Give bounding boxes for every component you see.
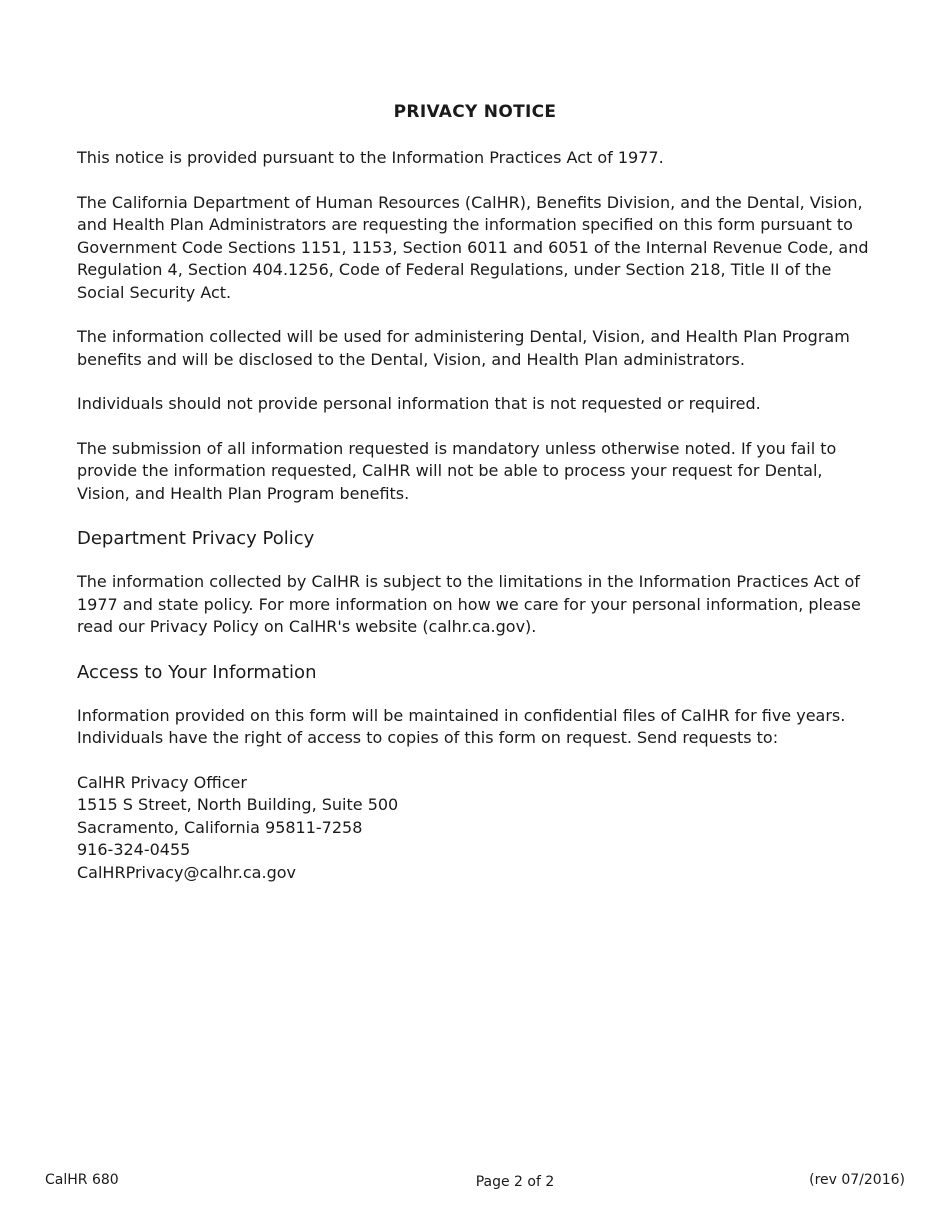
access-heading: Access to Your Information [77,661,317,683]
document-body [77,147,877,884]
privacy-policy-paragraph: The information collected by CalHR is subject to the limitations in the Information Practices Act of 1977 and state policy. For more information on how we care for your personal information, please read our Privacy Policy on CalHR's website (calhr.ca.gov). [77,572,861,636]
page-number: Page 2 of 2 [475,1174,555,1190]
contact-phone: 916-324-0455 [77,840,191,859]
contact-email: CalHRPrivacy@calhr.ca.gov [77,862,296,882]
revision-date: (rev 07/2016) [809,1172,905,1188]
authority-paragraph: The California Department of Human Resources (CalHR), Benefits Division, and the Dental, Vision, and Health Plan Administrators are requesting the information specified on this form pursuant to Government Code Sections 1151, 1153, Section 6011 and 6051 of the Internal Revenue Code, and Regulation 4, Section 404.1256, Code of Federal Regulations, under Section 218, Title II of the Social Security Act. [77,192,869,302]
contact-city: Sacramento, California 95811-7258 [77,817,363,837]
page-title: PRIVACY NOTICE [393,102,557,122]
usage-paragraph: The information collected will be used for administering Dental, Vision, and Health Plan Program benefits and will be disclosed to the Dental, Vision, and Health Plan administrators. [77,327,850,369]
form-id: CalHR 680 [45,1172,119,1188]
contact-address [77,772,877,885]
access-paragraph: Information provided on this form will be maintained in confidential files of CalHR for five years. Individuals have the right of access to copies of this form on request. Send requests to: [77,705,846,747]
contact-name: CalHR Privacy Officer [77,772,247,792]
contact-street: 1515 S Street, North Building, Suite 500 [77,795,399,814]
privacy-policy-heading: Department Privacy Policy [77,528,315,549]
mandatory-paragraph: The submission of all information requested is mandatory unless otherwise noted. If you fail to provide the information requested, CalHR will not be able to process your request for Dental, Vision, and Health Plan Program benefits. [77,438,837,503]
intro-paragraph: This notice is provided pursuant to the Information Practices Act of 1977. [77,148,664,167]
personal-info-paragraph: Individuals should not provide personal information that is not requested or required. [77,394,761,413]
